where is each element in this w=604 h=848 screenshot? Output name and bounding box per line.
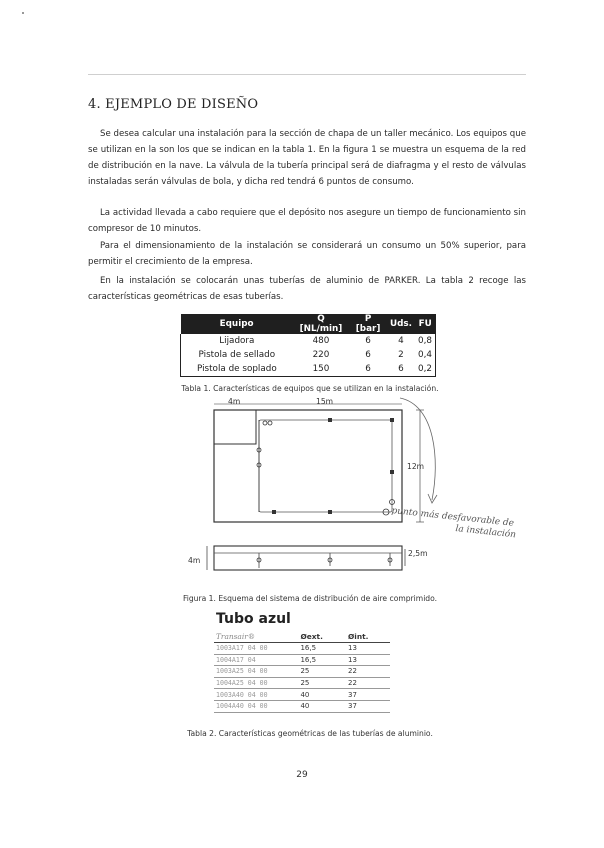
cell-code: 1004A17 04: [214, 654, 298, 666]
label-15m: 15m: [316, 397, 334, 406]
col-diam-ext: Øext.: [298, 631, 346, 643]
label-4m-side: 4m: [188, 556, 201, 565]
cell-code: 1003A25 04 00: [214, 666, 298, 678]
cell-diam-ext: 25: [298, 666, 346, 678]
label-12m: 12m: [407, 462, 425, 471]
cell-presion: 6: [365, 350, 371, 360]
cell-diam-int: 37: [346, 689, 390, 701]
col-unidades: Uds.: [387, 314, 415, 334]
valve-icon: [268, 421, 272, 425]
table-row: [214, 666, 390, 678]
plan-outline: [214, 410, 402, 522]
table-row: [214, 643, 390, 655]
col-presion: P [bar]: [349, 314, 387, 334]
cell-diam-int: 22: [346, 666, 390, 678]
cell-diam-int: 22: [346, 677, 390, 689]
paragraph-dimensionamiento: Para el dimensionamiento de la instalación se considerará un consumo un 50% superior, para permitir el crecimiento de la empresa.: [88, 241, 526, 267]
col-caudal: Q [NL/min]: [293, 314, 350, 334]
col-equipo: Equipo: [181, 314, 293, 334]
paragraph-deposito: La actividad llevada a cabo requiere que el depósito nos asegure un tiempo de funcionamiento sin compresor de 10 minutos.: [88, 208, 526, 234]
consumption-point-icon: [390, 470, 394, 474]
cell-diam-ext: 16,5: [298, 654, 346, 666]
cell-code: 1004A25 04 00: [214, 677, 298, 689]
cell-presion: 6: [365, 364, 371, 374]
cell-equipo: Lijadora: [219, 336, 255, 346]
cell-code: 1003A17 04 00: [214, 643, 298, 655]
elevation-outline: [214, 546, 402, 570]
valve-icon: [263, 421, 267, 425]
table-row: [214, 689, 390, 701]
paragraph-tuberias: En la instalación se colocarán unas tuberías de aluminio de PARKER. La tabla 2 recoge las características geométricas de esas tuberías.: [88, 276, 526, 302]
table2-caption: Tabla 2. Características geométricas de las tuberías de aluminio.: [187, 729, 433, 738]
cell-unidades: 6: [398, 364, 404, 374]
consumption-point-icon: [328, 418, 332, 422]
table-row: [214, 677, 390, 689]
table-row: [214, 700, 390, 712]
page-number: 29: [296, 770, 308, 780]
compressor-room: [214, 410, 256, 444]
section-heading: 4. EJEMPLO DE DISEÑO: [88, 97, 259, 112]
figure1-caption: Figura 1. Esquema del sistema de distribución de aire comprimido.: [182, 594, 438, 603]
cell-fu: 0,4: [417, 350, 432, 360]
cell-diam-ext: 25: [298, 677, 346, 689]
cell-caudal: 150: [312, 364, 330, 374]
pipe-loop: [259, 420, 392, 512]
cell-caudal: 480: [312, 336, 330, 346]
handwritten-note-line2: la instalación: [454, 524, 517, 541]
cell-diam-ext: 40: [298, 689, 346, 701]
cell-equipo: Pistola de sellado: [198, 350, 276, 360]
col-diam-int: Øint.: [346, 631, 390, 643]
table1-caption: Tabla 1. Características de equipos que se utilizan en la instalación.: [181, 384, 439, 393]
cell-equipo: Pistola de soplado: [196, 364, 277, 374]
consumption-point-icon: [272, 510, 276, 514]
cell-diam-ext: 16,5: [298, 643, 346, 655]
cell-fu: 0,2: [417, 364, 432, 374]
paragraph-intro: Se desea calcular una instalación para la sección de chapa de un taller mecánico. Los equipos que se utilizan en la son los que se indican en la tabla 1. En la figura 1 se muestra un esquema de la red de distribución en la nave. La válvula de la tubería principal será de diafragma y el resto de válvulas instaladas serán válvulas de bola, y dicha red tendrá 6 puntos de consumo.: [88, 129, 526, 187]
cell-unidades: 4: [398, 336, 404, 346]
cell-presion: 6: [365, 336, 371, 346]
pipe-table-header: [214, 631, 390, 643]
label-2-5m: 2,5m: [408, 549, 428, 558]
col-fu: FU: [415, 314, 436, 334]
brand-label: Transair®: [214, 631, 298, 643]
cell-unidades: 2: [398, 350, 404, 360]
cell-code: 1003A40 04 00: [214, 689, 298, 701]
handwritten-note-line1: punto más desfavorable de: [390, 506, 515, 529]
cell-diam-ext: 40: [298, 700, 346, 712]
cell-diam-int: 13: [346, 643, 390, 655]
cell-code: 1004A40 04 00: [214, 700, 298, 712]
consumption-point-icon: [390, 418, 394, 422]
cell-fu: 0,8: [417, 336, 432, 346]
cell-diam-int: 37: [346, 700, 390, 712]
cell-diam-int: 13: [346, 654, 390, 666]
tubo-azul-title: Tubo azul: [216, 611, 291, 627]
label-4m-top: 4m: [228, 397, 241, 406]
consumption-point-icon: [328, 510, 332, 514]
table-row: [214, 654, 390, 666]
cell-caudal: 220: [312, 350, 330, 360]
handwritten-arrow: [400, 398, 435, 500]
pipe-table: [214, 631, 390, 713]
